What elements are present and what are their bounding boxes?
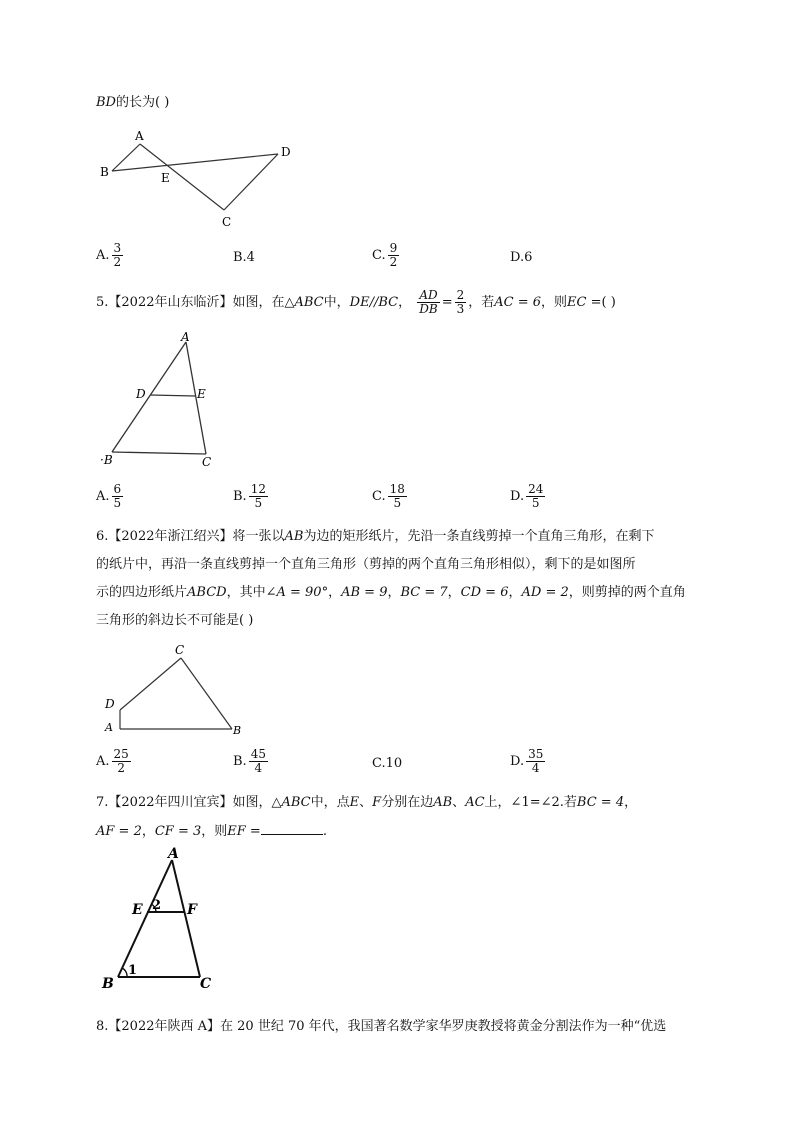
- q5-segment-bc: [112, 452, 206, 454]
- q5-value-fraction: [455, 289, 467, 316]
- q4-choice-c-fraction: [388, 242, 400, 269]
- q6-text: 示的四边形纸片: [96, 585, 188, 600]
- q7-question-line-1: [96, 794, 706, 812]
- q6-segment-cd: [120, 658, 181, 710]
- q4-choice-a-label: A.: [96, 248, 110, 263]
- q5-number: 5.: [96, 295, 109, 310]
- q5-text: 中，: [323, 295, 350, 310]
- q6-text: ，则剪掉的两个直角: [568, 585, 686, 600]
- q5-choice-d-num: 24: [528, 482, 544, 496]
- q8-source: 【2022年陕西 A】: [108, 1019, 221, 1034]
- q6-choice-a-den: 2: [117, 761, 125, 775]
- q4-segment-ac: [140, 144, 224, 210]
- q7-bc-value: BC = 4: [576, 795, 625, 810]
- q7-label-a: A: [168, 846, 179, 862]
- q5-ac: AC = 6: [494, 295, 542, 310]
- q4-choice-a-num: 3: [113, 241, 122, 255]
- q7-text: ，: [624, 795, 638, 810]
- q7-question-line-2: [96, 822, 706, 841]
- q5-equals: =: [441, 295, 453, 310]
- q6-label-d: D: [105, 697, 115, 711]
- q7-abc: ABC: [281, 795, 311, 810]
- q5-choice-d-den: 5: [531, 496, 540, 510]
- q4-segment-ba: [112, 144, 140, 171]
- q8-question-line-1: [96, 1018, 706, 1036]
- q6-figure: [96, 640, 256, 740]
- q4-choice-c-label: C.: [372, 248, 386, 263]
- q6-choice-b-den: 4: [254, 761, 263, 775]
- q7-af-value: AF = 2: [96, 824, 142, 839]
- q6-choice-d-label: D.: [510, 754, 525, 769]
- q5-label-e: E: [197, 387, 206, 401]
- q5-ec: EC =: [567, 295, 602, 310]
- q5-text: ( ): [601, 295, 616, 310]
- q7-text: 、: [452, 795, 466, 810]
- q6-bc-value: BC = 7: [400, 585, 448, 600]
- q7-segment-ab: [118, 860, 172, 977]
- q7-text: .若: [559, 795, 577, 810]
- q7-segment-ac: [172, 860, 200, 977]
- q4-segment-bd: [112, 154, 278, 171]
- q5-segment-de: [150, 395, 195, 396]
- q6-question-line-3: [96, 584, 706, 602]
- q5-label-c: C: [202, 455, 212, 469]
- q6-segment-bc: [181, 658, 232, 729]
- q5-ratio-den: DB: [419, 302, 438, 316]
- q6-ab: AB: [284, 529, 304, 544]
- q5-text: ，若: [468, 295, 495, 310]
- q6-text: ，: [328, 585, 342, 600]
- q6-text: ，: [387, 585, 401, 600]
- q7-point-e: E: [349, 795, 360, 810]
- q7-text: ，: [141, 824, 155, 839]
- q7-figure: [96, 842, 236, 992]
- q7-text: 分别在边: [381, 795, 434, 810]
- q4-choice-a-den: 2: [113, 255, 122, 269]
- q7-text: ，则: [201, 824, 228, 839]
- q6-angle-a: ∠A = 90°: [265, 585, 329, 600]
- q6-choice-b-label: B.: [233, 754, 247, 769]
- q6-text: 将一张以: [232, 529, 285, 544]
- q7-cf-value: CF = 3: [154, 824, 202, 839]
- q5-choice-c[interactable]: [372, 483, 409, 510]
- q4-choice-a-fraction: [112, 242, 124, 269]
- q6-text: ，: [508, 585, 522, 600]
- q5-choice-c-den: 5: [393, 496, 402, 510]
- q5-value-num: 2: [456, 288, 465, 302]
- q4-tail-text: 的长为( ): [115, 95, 170, 110]
- q5-label-d: D: [136, 387, 146, 401]
- q6-text: 的纸片中，再沿一条直线剪掉一个直角三角形（剪掉的两个直角三角形相似），剩下的是如图所: [96, 557, 636, 572]
- q4-label-e: E: [161, 171, 170, 185]
- q7-side-ac: AC: [465, 795, 485, 810]
- q6-text: ，: [447, 585, 461, 600]
- q7-text: .: [322, 824, 327, 839]
- q6-choice-c[interactable]: [372, 756, 402, 771]
- q5-abc: ABC: [294, 295, 324, 310]
- q5-choice-d-fraction: [526, 483, 545, 510]
- q5-choice-b-den: 5: [254, 496, 263, 510]
- q7-text: 如图，△: [232, 795, 282, 810]
- q6-ab-value: AB = 9: [341, 585, 388, 600]
- q6-abcd: ABCD: [187, 585, 227, 600]
- q6-choice-a-fraction: [112, 748, 131, 775]
- q6-question-line-4: [96, 612, 706, 630]
- q7-angles: ∠1=∠2: [510, 795, 560, 810]
- q4-figure: [96, 126, 306, 234]
- q4-choice-d-label: D.6: [510, 250, 533, 265]
- q7-label-angle-1: 1: [128, 963, 138, 978]
- q6-choice-a-num: 25: [113, 747, 129, 761]
- q6-cd-value: CD = 6: [460, 585, 509, 600]
- q6-text: 三角形的斜边长不可能是( ): [96, 613, 254, 628]
- q5-text: ，则: [541, 295, 568, 310]
- q7-label-c: C: [200, 976, 212, 992]
- q7-text: 、: [359, 795, 373, 810]
- q7-number: 7.: [96, 795, 109, 810]
- q6-choice-a-label: A.: [96, 754, 110, 769]
- q5-choice-c-label: C.: [372, 489, 386, 504]
- q6-text: 为边的矩形纸片，先沿一条直线剪掉一个直角三角形，在剩下: [303, 529, 655, 544]
- q7-label-angle-2: 2: [152, 898, 162, 913]
- q4-choice-c-num: 9: [389, 241, 398, 255]
- q6-ad-value: AD = 2: [521, 585, 569, 600]
- q7-angle-1-arc: [122, 968, 127, 977]
- q7-answer-blank[interactable]: [261, 822, 323, 835]
- q4-bd: BD: [96, 95, 116, 110]
- q5-choice-b-fraction: [249, 483, 268, 510]
- q5-choice-a-fraction: [112, 483, 124, 510]
- q7-side-ab: AB: [433, 795, 453, 810]
- q5-choice-b-label: B.: [233, 489, 247, 504]
- q4-choice-c[interactable]: [372, 242, 401, 269]
- q6-choice-b-num: 45: [250, 747, 266, 761]
- q5-choice-d[interactable]: [510, 483, 547, 510]
- q5-label-a: A: [181, 330, 190, 344]
- q7-text: 中，点: [310, 795, 350, 810]
- q7-label-b: B: [102, 976, 114, 992]
- q6-choice-d-fraction: [526, 748, 545, 775]
- q6-text: ，其中: [226, 585, 266, 600]
- q6-choice-d-num: 35: [528, 747, 544, 761]
- q6-question-line-1: [96, 528, 706, 546]
- q6-choice-d-den: 4: [531, 761, 540, 775]
- q4-choice-a[interactable]: [96, 242, 125, 269]
- q6-choice-b-fraction: [249, 748, 268, 775]
- q6-choice-d[interactable]: [510, 748, 547, 775]
- q5-choice-a-den: 5: [113, 496, 122, 510]
- q4-label-a: A: [135, 129, 144, 143]
- q5-choice-b[interactable]: [233, 483, 270, 510]
- q5-segment-ab: [112, 342, 186, 452]
- q6-label-b: B: [233, 724, 242, 737]
- q4-label-c: C: [222, 215, 232, 229]
- q5-choice-c-num: 18: [389, 482, 405, 496]
- q5-label-b: ·B: [100, 453, 113, 467]
- q6-choice-c-label: C.10: [372, 756, 403, 771]
- q5-text: 如图，在△: [232, 295, 295, 310]
- q6-label-a: A: [105, 721, 113, 734]
- q5-text: ，: [398, 295, 412, 310]
- q4-segment-cd: [224, 154, 278, 210]
- q8-text: 在 20 世纪 70 年代，我国著名数学家华罗庚教授将黄金分割法作为一种“优选: [220, 1019, 667, 1034]
- q5-figure: [96, 330, 236, 472]
- q5-choice-a-num: 6: [113, 482, 122, 496]
- q6-question-line-2: [96, 556, 706, 574]
- q5-choice-d-label: D.: [510, 489, 525, 504]
- q4-choice-b[interactable]: [233, 250, 255, 265]
- q6-number: 6.: [96, 529, 109, 544]
- q7-point-f: F: [372, 795, 382, 810]
- q4-label-b: B: [100, 165, 109, 179]
- q5-choice-a[interactable]: [96, 483, 125, 510]
- q5-choice-a-label: A.: [96, 489, 110, 504]
- q6-choice-b[interactable]: [233, 748, 270, 775]
- q5-ratio-fraction: [417, 289, 439, 316]
- q7-ef: EF =: [227, 824, 261, 839]
- q4-choice-d[interactable]: [510, 250, 532, 265]
- q5-choice-b-num: 12: [250, 482, 266, 496]
- q5-choice-c-fraction: [388, 483, 407, 510]
- q8-number: 8.: [96, 1019, 109, 1034]
- q7-source: 【2022年四川宜宾】: [108, 795, 233, 810]
- q7-label-e: E: [132, 902, 143, 918]
- q6-source: 【2022年浙江绍兴】: [108, 529, 233, 544]
- q5-question: [96, 288, 706, 318]
- q7-label-f: F: [187, 902, 197, 918]
- q4-label-d: D: [281, 145, 291, 159]
- q7-text: 上，: [484, 795, 511, 810]
- q5-value-den: 3: [456, 302, 465, 316]
- q4-choice-c-den: 2: [389, 255, 398, 269]
- q4-choice-b-label: B.4: [233, 250, 255, 265]
- q5-source: 【2022年山东临沂】: [108, 295, 233, 310]
- q6-choice-a[interactable]: [96, 748, 133, 775]
- q6-label-c: C: [175, 643, 185, 657]
- q5-de-bc: DE//BC: [349, 295, 399, 310]
- q5-ratio-num: AD: [417, 289, 439, 303]
- q4-question-tail: [96, 94, 706, 112]
